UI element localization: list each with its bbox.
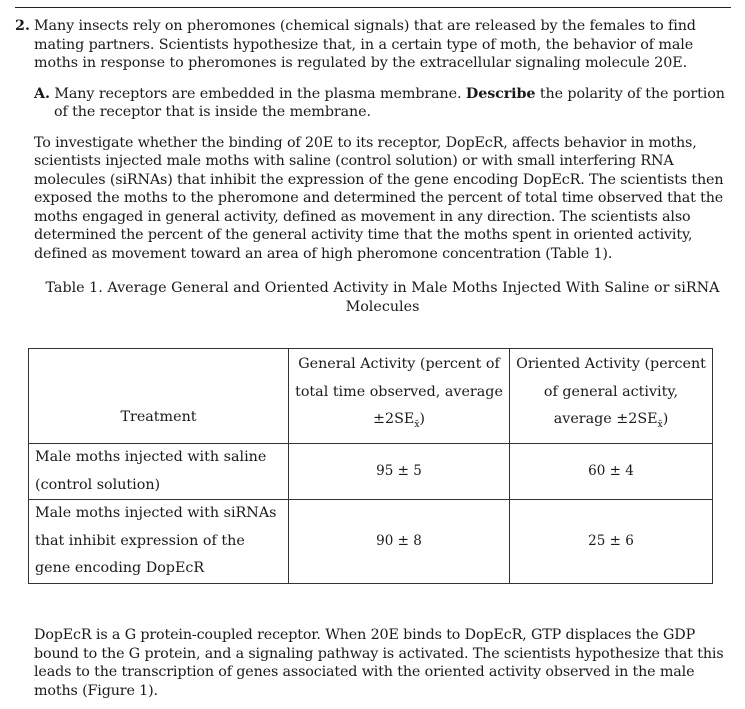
row-sirna-oriented: 25 ± 6 <box>510 500 713 584</box>
table-caption <box>15 279 731 316</box>
header-oriented-close: ) <box>662 411 669 427</box>
table-row <box>29 500 713 584</box>
question-block <box>15 17 731 316</box>
header-oriented-text: Oriented Activity (percent of general activity, average ±2SE <box>516 356 706 427</box>
part-a-task-verb: Describe <box>465 85 536 102</box>
header-oriented-activity <box>510 349 713 444</box>
row-saline-oriented: 60 ± 4 <box>510 444 713 500</box>
header-treatment: Treatment <box>29 349 289 444</box>
top-rule <box>15 7 731 8</box>
part-a-text-before: Many receptors are embedded in the plasma membrane. <box>54 85 462 102</box>
table-header-row <box>29 349 713 444</box>
closing-paragraph: DopEcR is a G protein-coupled receptor. When 20E binds to DopEcR, GTP displaces the GDP bound to the G protein, and a signaling pathway is activated. The scientists hypothesize that this leads to the transcription of genes associated with the oriented activity observed in the male moths (Figure 1). <box>34 627 724 699</box>
row-sirna-general: 90 ± 8 <box>289 500 510 584</box>
investigation-paragraph: To investigate whether the binding of 20E to its receptor, DopEcR, affects behavior in moths, scientists injected male moths with saline (control solution) or with small interfering RNA molecules (siRNAs) that inhibit the expression of the gene encoding DopEcR. The scientists then exposed the moths to the pheromone and determined the percent of total time observed that the moths engaged in general activity, defined as movement in any direction. The scientists also determined the percent of the general activity time that the moths spent in oriented activity, defined as movement toward an area of high pheromone concentration (Table 1). <box>34 134 724 262</box>
row-sirna-treatment: Male moths injected with siRNAs that inhibit expression of the gene encoding DopEcR <box>29 500 289 584</box>
table-caption-line1: Table 1. Average General and Oriented Activity in Male Moths Injected With Saline or siRNA <box>45 280 720 296</box>
question-number: 2. <box>15 18 30 34</box>
part-a-text-after: the polarity of the portion of the receptor that is inside the membrane. <box>54 85 725 120</box>
header-general-text: General Activity (percent of total time observed, average ±2SE <box>295 356 503 427</box>
row-saline-general: 95 ± 5 <box>289 444 510 500</box>
header-general-close: ) <box>419 411 425 427</box>
question-stem: Many insects rely on pheromones (chemical signals) that are released by the females to find mating partners. Scientists hypothesize that, in a certain type of moth, the behavior of male moths in response to pheromones is regulated by the extracellular signaling molecule 20E. <box>34 18 696 71</box>
header-general-subscript: x̄ <box>414 419 420 430</box>
header-oriented-subscript: x̄ <box>657 419 663 430</box>
table-row <box>29 444 713 500</box>
part-a-letter: A. <box>34 85 50 102</box>
activity-table <box>28 348 713 584</box>
table-caption-line2: Molecules <box>345 298 420 315</box>
row-saline-treatment: Male moths injected with saline (control solution) <box>29 444 289 500</box>
part-a <box>34 85 731 122</box>
header-general-activity <box>289 349 510 444</box>
